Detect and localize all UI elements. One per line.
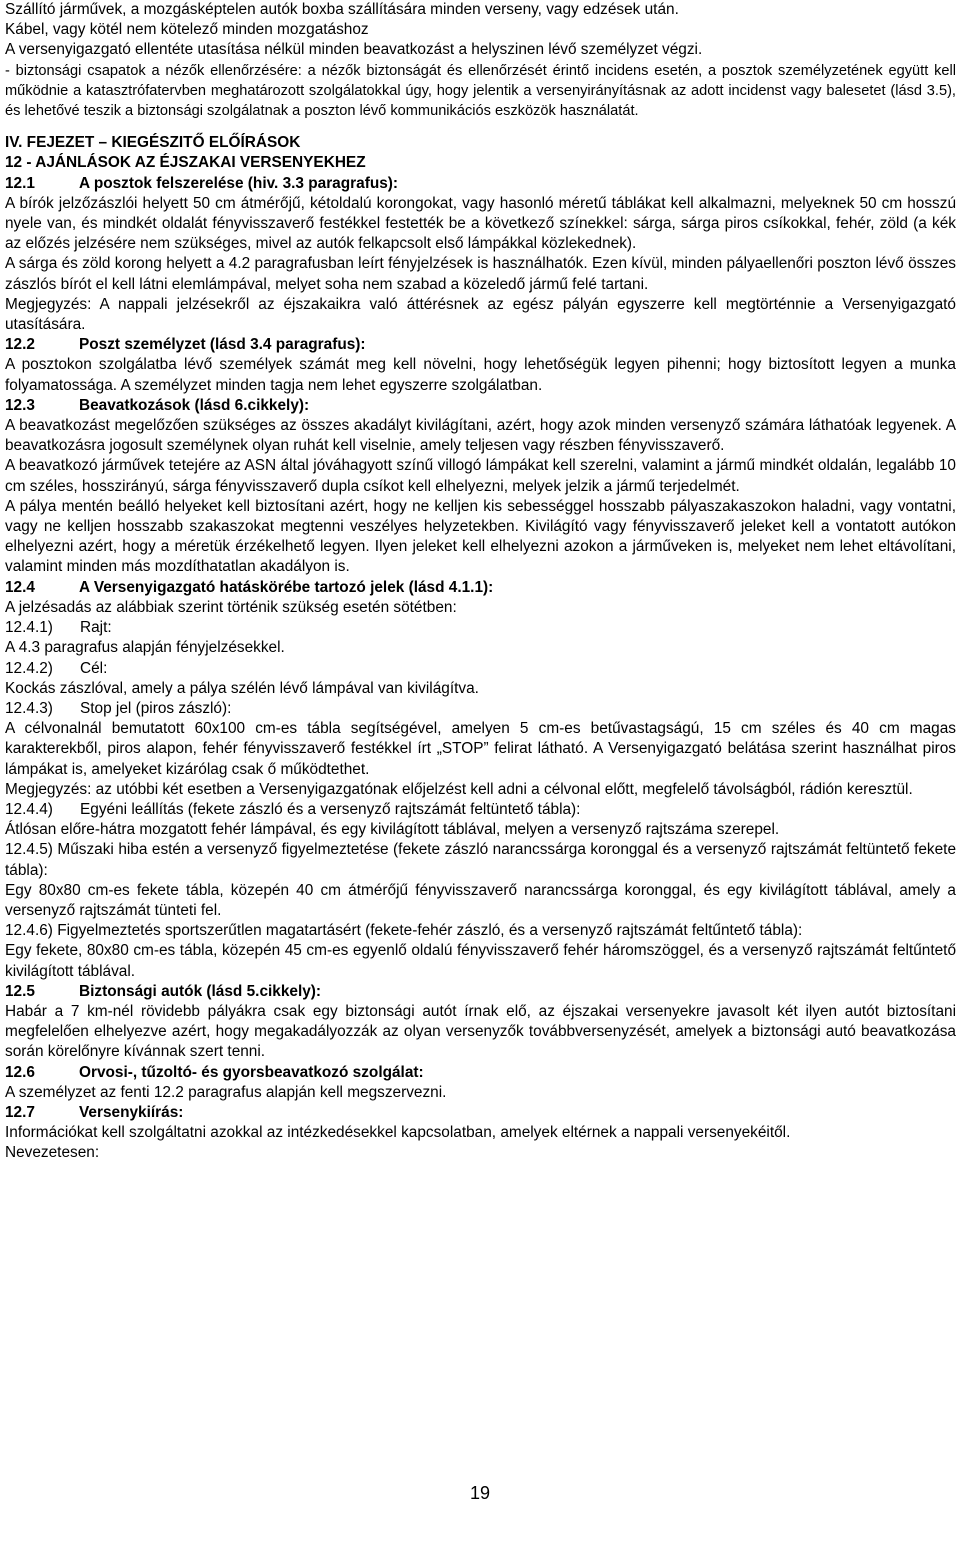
section-heading — [5, 1063, 956, 1083]
section-heading — [5, 982, 956, 1002]
section-title: Orvosi-, tűzoltó- és gyorsbeavatkozó szolgálat: — [79, 1063, 424, 1081]
section-title: Versenykiírás: — [79, 1103, 184, 1121]
paragraph: A sárga és zöld korong helyett a 4.2 paragrafusban leírt fényjelzések is használhatók. Ezen kívül, minden pályaellenőri poszton lévő összes zászlós bírót el kell látni elemlámpával, melyet soha nem szabad a közeledő jármű felé tartani. — [5, 255, 956, 293]
subsection-title: Stop jel (piros zászló): — [80, 699, 232, 717]
paragraph: Megjegyzés: A nappali jelzésekről az éjszakaikra való áttérésnek az egész pályán egyszerre kell megtörténnie a Versenyigazgató utasítására. — [5, 295, 956, 334]
paragraph: A 4.3 paragrafus alapján fényjelzésekkel. — [5, 639, 285, 657]
subsection-number: 12.4.3) — [5, 699, 53, 717]
paragraph: Nevezetesen: — [5, 1144, 100, 1162]
section-heading — [5, 174, 956, 194]
section-title: Poszt személyzet (lásd 3.4 paragrafus): — [79, 336, 366, 354]
subsection-number: 12.4.1) — [5, 619, 53, 637]
note-paragraph: Megjegyzés: az utóbbi két esetben a Versenyigazgatónak előjelzést kell adni a célvonal előtt, megfelelő távolságból, rádión keresztül. — [5, 780, 913, 798]
section-number: 12.4 — [5, 578, 35, 596]
subsection-heading — [5, 659, 956, 679]
paragraph: Egy fekete, 80x80 cm-es tábla, közepén 45 cm-es egyenlő oldalú fényvisszaverő fehér háromszöggel, és a versenyző rajtszámát feltűntető kivilágított táblával. — [5, 942, 956, 980]
subsection-paragraph — [5, 921, 956, 941]
page-number: 19 — [469, 1483, 491, 1503]
document-page — [5, 0, 956, 1164]
subsection-heading — [5, 618, 956, 638]
paragraph: A bírók jelzőzászlói helyett 50 cm átmérőjű, kétoldalú korongokat, vagy hasonló méretű táblákat kell alkalmazni, melyeknek 50 cm hosszú nyele van, és mindkét oldalát fényvisszaverő festékkel festették be a következő színekkel: sárga, sárga piros csíkokkal, fehér, zöld (a kék az előzés jelzésére nem szükséges, mivel az autók felkapcsolt első lámpákkal közlekednek). — [5, 194, 956, 253]
subsection-paragraph — [5, 840, 956, 880]
subsection-title: Egyéni leállítás (fekete zászló és a versenyző rajtszámát feltüntető tábla): — [80, 800, 581, 818]
subsection-number: 12.4.5) — [5, 841, 53, 859]
chapter-title: IV. FEJEZET – KIEGÉSZITŐ ELŐÍRÁSOK — [5, 134, 301, 152]
subsection-heading — [5, 699, 956, 719]
section-number: 12.3 — [5, 396, 35, 414]
paragraph: A beavatkozó járművek tetejére az ASN által jóváhagyott színű villogó lámpákat kell szerelni, valamint a jármű mindkét oldalán, legalább 10 cm széles, hosszirányú, sárga fényvisszaverő dupla csíkot kell elhelyezni, melyek jelzik a jármű terjedelmét. — [5, 457, 956, 495]
paragraph: Egy 80x80 cm-es fekete tábla, közepén 40 cm átmérőjű fényvisszaverő narancssárga koronggal, és egy kivilágított táblával, amely a versenyző rajtszámát tünteti fel. — [5, 881, 956, 919]
section-title: A Versenyigazgató hatáskörébe tartozó jelek (lásd 4.1.1): — [79, 578, 494, 596]
paragraph: A személyzet az fenti 12.2 paragrafus alapján kell megszervezni. — [5, 1083, 447, 1101]
section-number: 12.7 — [5, 1103, 35, 1121]
paragraph: A pálya mentén beálló helyeket kell biztosítani azért, hogy ne kelljen kis sebességgel hosszabb pályaszakaszokon haladni, vagy vontatni, vagy ne kelljen hosszabb szakaszokat megtenni veszélyes helyzetekben. Kivilágító vagy fényvisszaverő jeleket kell a vontatott autókon elhelyezni azért, hogy a méretük érzékelhető legyen. Ilyen jeleket kell elhelyezni azokon a járműveken is, melyeket nem lehet eltávolítani, valamint minden más mozdíthatatlan akadályon is. — [5, 497, 956, 576]
text-line: Szállító járművek, a mozgásképtelen autók boxba szállítására minden verseny, vagy edzések után. — [5, 1, 679, 18]
paragraph: Átlósan előre-hátra mozgatott fehér lámpával, és egy kivilágított táblával, melyen a versenyző rajtszáma szerepel. — [5, 821, 780, 839]
subsection-number: 12.4.2) — [5, 659, 53, 677]
subsection-heading — [5, 800, 956, 820]
section-number: 12.5 — [5, 982, 35, 1000]
section-heading — [5, 335, 956, 355]
subsection-title: Rajt: — [80, 619, 112, 637]
paragraph: Habár a 7 km-nél rövidebb pályákra csak egy biztonsági autót írnak elő, az éjszakai versenyekre javasolt két ilyen autót biztosítani megfelelően elhelyezve azért, hogy megakadályozzák az olyan versenyzők továbbversenyzését, amelyek a biztonsági autó beavatkozása során körelőnyre kívánnak szert tenni. — [5, 1002, 956, 1061]
section-number: 12.1 — [5, 174, 35, 192]
subsection-title: Műszaki hiba estén a versenyző figyelmeztetése (fekete zászló narancssárga koronggal és a versenyző rajtszámát feltüntető fekete tábla): — [5, 841, 957, 879]
subsection-number: 12.4.6) — [5, 922, 53, 940]
section-heading — [5, 578, 956, 598]
subsection-title: Cél: — [80, 659, 108, 677]
section-heading — [5, 1103, 956, 1123]
subsection-title: Figyelmeztetés sportszerűtlen magatartásért (fekete-fehér zászló, és a versenyző rajtszámát feltűntető tábla): — [57, 922, 803, 940]
section-title: Biztonsági autók (lásd 5.cikkely): — [79, 982, 322, 1000]
paragraph: A posztokon szolgálatba lévő személyek számát meg kell növelni, hogy lehetőségük legyen pihenni; hogy biztosított legyen a munka folyamatossága. A személyzet minden tagja nem lehet egyszerre szolgálatban. — [5, 356, 956, 394]
subchapter-title: 12 - AJÁNLÁSOK AZ ÉJSZAKAI VERSENYEKHEZ — [5, 154, 366, 172]
section-number: 12.2 — [5, 336, 35, 354]
section-title: A posztok felszerelése (hiv. 3.3 paragrafus): — [79, 174, 399, 192]
text-line: A versenyigazgató ellentéte utasítása nélkül minden beavatkozást a helyszinen lévő személyzet végzi. — [5, 41, 703, 59]
section-title: Beavatkozások (lásd 6.cikkely): — [79, 396, 310, 414]
text-line: Kábel, vagy kötél nem kötelező minden mozgatáshoz — [5, 21, 369, 39]
paragraph: A beavatkozást megelőzően szükséges az összes akadályt kivilágítani, azért, hogy azok minden versenyző számára láthatóak legyenek. A beavatkozásra jogosult személynek olyan ruhát kell viselnie, amely teljesen vagy részben fényvisszaverő. — [5, 417, 956, 455]
section-number: 12.6 — [5, 1063, 35, 1081]
subsection-number: 12.4.4) — [5, 800, 53, 818]
paragraph: Információkat kell szolgáltatni azokkal az intézkedésekkel kapcsolatban, amelyek eltérnek a nappali versenyekéitől. — [5, 1124, 791, 1142]
security-paragraph: - biztonsági csapatok a nézők ellenőrzésére: a nézők biztonságát és ellenőrzését érintő incidens esetén, a posztok személyzetének együtt kell működnie a katasztrófatervben meghatározott szolgálatokkal úgy, hogy jelentik a versenyirányításnak az adott incidenst vagy balesetet (lásd 3.5), és lehetővé teszik a biztonsági szolgálatnak a poszton lévő kommunikációs eszközök használatát. — [5, 62, 956, 120]
section-heading — [5, 396, 956, 416]
paragraph: A célvonalnál bemutatott 60x100 cm-es tábla segítségével, amelyen 5 cm-es betűvastagságú, 15 cm széles és 40 cm magas karakterekből, piros alapon, fehér fényvisszaverő festékkel írt „STOP” felirat látható. A Versenyigazgató belátása szerint használhat piros lámpákat is, amelyeket kizárólag csak ő működtethet. — [5, 720, 956, 778]
paragraph: Kockás zászlóval, amely a pálya szélén lévő lámpával van kivilágítva. — [5, 679, 479, 697]
paragraph: A jelzésadás az alábbiak szerint történik szükség esetén sötétben: — [5, 598, 457, 616]
